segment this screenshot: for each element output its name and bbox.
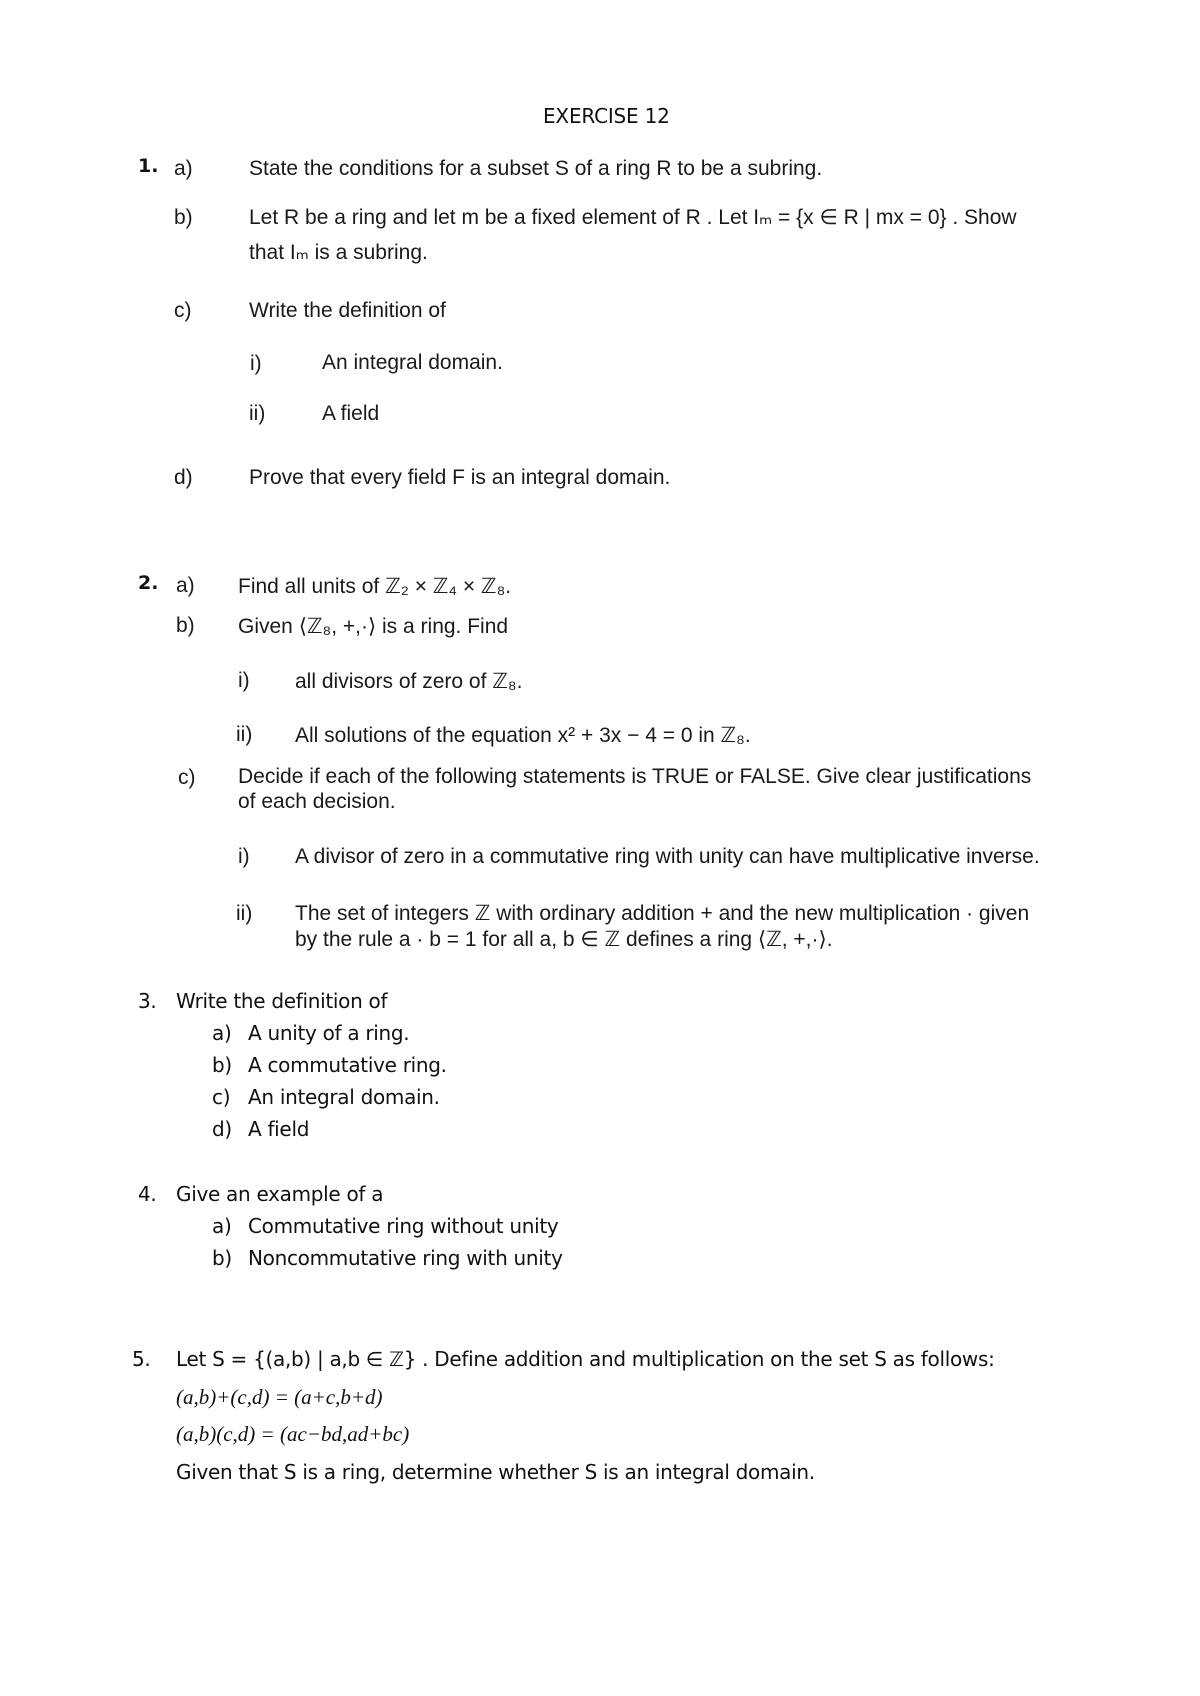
subpart-label: a) bbox=[212, 1214, 232, 1238]
question-text: An integral domain. bbox=[322, 351, 503, 374]
list-item: A commutative ring. bbox=[248, 1053, 447, 1077]
question-text: Write the definition of bbox=[249, 299, 446, 322]
question-text: State the conditions for a subset S of a ring R to be a subring. bbox=[249, 157, 823, 180]
question-text: A divisor of zero in a commutative ring with unity can have multiplicative inverse. bbox=[295, 845, 1040, 868]
question-number: 5. bbox=[132, 1347, 151, 1371]
subpart-label: a) bbox=[212, 1021, 232, 1045]
question-text: all divisors of zero of ℤ₈. bbox=[295, 670, 523, 693]
question-number: 2. bbox=[138, 572, 159, 594]
question-text: Write the definition of bbox=[176, 989, 388, 1013]
equation-addition: (a,b)+(c,d) = (a+c,b+d) bbox=[176, 1385, 383, 1409]
question-text: Let R be a ring and let m be a fixed element of R . Let Iₘ = {x ∈ R | mx = 0} . Show bbox=[249, 206, 1017, 229]
subpart-label: i) bbox=[250, 352, 262, 375]
part-label: d) bbox=[174, 466, 193, 489]
part-label: b) bbox=[176, 614, 195, 637]
question-text: All solutions of the equation x² + 3x − 4 = 0 in ℤ₈. bbox=[295, 724, 751, 747]
subpart-label: ii) bbox=[236, 723, 253, 746]
part-label: c) bbox=[174, 299, 192, 322]
question-text: that Iₘ is a subring. bbox=[249, 241, 428, 264]
question-number: 4. bbox=[138, 1182, 157, 1206]
question-text: Prove that every field F is an integral domain. bbox=[249, 466, 671, 489]
question-text: Give an example of a bbox=[176, 1182, 384, 1206]
list-item: An integral domain. bbox=[248, 1085, 440, 1109]
subpart-label: i) bbox=[238, 669, 250, 692]
question-text: Find all units of ℤ₂ × ℤ₄ × ℤ₈. bbox=[238, 575, 512, 598]
subpart-label: ii) bbox=[249, 402, 266, 425]
list-item: A field bbox=[248, 1117, 310, 1141]
question-text: of each decision. bbox=[238, 790, 396, 813]
question-number: 3. bbox=[138, 989, 157, 1013]
equation-multiplication: (a,b)(c,d) = (ac−bd,ad+bc) bbox=[176, 1422, 410, 1446]
subpart-label: b) bbox=[212, 1053, 232, 1077]
list-item: Noncommutative ring with unity bbox=[248, 1246, 563, 1270]
list-item: Commutative ring without unity bbox=[248, 1214, 559, 1238]
subpart-label: d) bbox=[212, 1117, 232, 1141]
page-title: EXERCISE 12 bbox=[543, 104, 670, 128]
part-label: b) bbox=[174, 206, 193, 229]
question-text: The set of integers ℤ with ordinary addition + and the new multiplication · given bbox=[295, 902, 1030, 925]
list-item: A unity of a ring. bbox=[248, 1021, 410, 1045]
question-text: Given ⟨ℤ₈, +,·⟩ is a ring. Find bbox=[238, 615, 509, 638]
part-label: a) bbox=[174, 157, 193, 180]
subpart-label: i) bbox=[238, 845, 250, 868]
subpart-label: c) bbox=[212, 1085, 231, 1109]
question-number: 1. bbox=[138, 155, 159, 177]
question-text: Decide if each of the following statements is TRUE or FALSE. Give clear justifications bbox=[238, 765, 1032, 788]
subpart-label: b) bbox=[212, 1246, 232, 1270]
subpart-label: ii) bbox=[236, 902, 253, 925]
question-text: A field bbox=[322, 402, 380, 425]
question-text: Given that S is a ring, determine whether S is an integral domain. bbox=[176, 1460, 815, 1484]
question-text: Let S = {(a,b) | a,b ∈ ℤ} . Define addition and multiplication on the set S as follows: bbox=[176, 1347, 995, 1371]
part-label: c) bbox=[178, 766, 196, 789]
part-label: a) bbox=[176, 574, 195, 597]
question-text: by the rule a · b = 1 for all a, b ∈ ℤ defines a ring ⟨ℤ, +,·⟩. bbox=[295, 928, 833, 951]
